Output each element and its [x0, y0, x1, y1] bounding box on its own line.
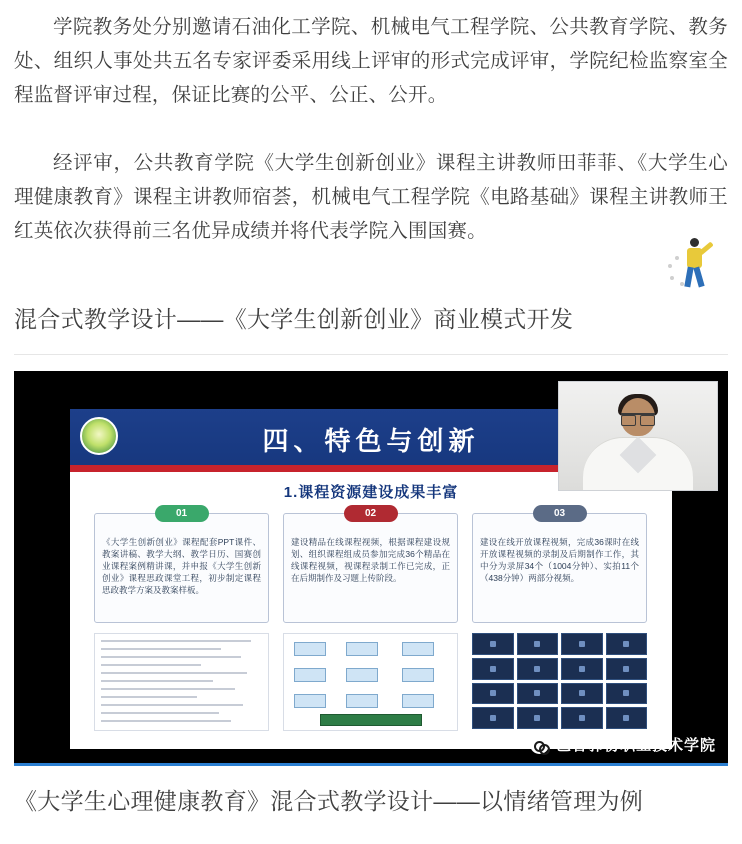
- slide-media-block: [14, 371, 728, 766]
- card-text: 建设在线开放课程视频，完成36课时在线开放课程视频的录制及后期制作工作，其中分为录屏34个（1004分钟）、实拍11个（438分钟）两部分视频。: [480, 537, 639, 583]
- card-text: 建设精品在线课程视频，根据课程建设规划、组织课程组成员参加完成36个精品在线课程视频，视课程录制工作已完成，正在后期制作及习题上传阶段。: [291, 537, 450, 583]
- slide-title: 四、特色与创新: [262, 426, 480, 456]
- slide-card: [94, 508, 269, 623]
- paragraph-2: 经评审，公共教育学院《大学生创新创业》课程主讲教师田菲菲、《大学生心理健康教育》课程主讲教师宿荟，机械电气工程学院《电路基础》课程主讲教师王红英依次获得前三名优异成绩并将代表学院入围国赛。: [14, 152, 728, 242]
- decorative-figure-icon: [668, 236, 724, 294]
- thumbnail-document: [94, 633, 269, 731]
- section-heading: 混合式教学设计——《大学生创新创业》商业模式开发: [14, 306, 574, 332]
- slide-subtitle: 1.课程资源建设成果丰富: [283, 484, 459, 501]
- presenter-webcam: [558, 381, 718, 491]
- image-caption: 《大学生心理健康教育》混合式教学设计——以情绪管理为例: [14, 788, 644, 814]
- card-badge: 03: [533, 505, 587, 522]
- slide-thumbnail-row: [94, 633, 648, 731]
- slide-image: [14, 371, 728, 763]
- thumbnail-flowchart: [283, 633, 458, 731]
- thumbnail-video-grid: [472, 633, 647, 731]
- card-badge: 01: [155, 505, 209, 522]
- slide-card: [283, 508, 458, 623]
- slide-card: [472, 508, 647, 623]
- watermark: [530, 734, 716, 755]
- paragraph-1: 学院教务处分别邀请石油化工学院、机械电气工程学院、公共教育学院、教务处、组织人事处共五名专家评委采用线上评审的形式完成评审，学院纪检监察室全程监督评审过程，保证比赛的公平、公正、公开。: [14, 16, 728, 106]
- image-underline: [14, 763, 728, 766]
- wechat-icon: [530, 735, 549, 754]
- heading-divider: [14, 354, 728, 355]
- card-text: 《大学生创新创业》课程配套PPT课件、教案讲稿、教学大纲、教学日历、国赛创业课程案例精讲课，并申报《大学生创新创业》课程思政课堂工程，初步制定课程思政教学方案及教案样板。: [102, 537, 261, 595]
- watermark-text: 巴音郭楞职业技术学院: [555, 737, 716, 754]
- card-badge: 02: [344, 505, 398, 522]
- slide-card-row: [94, 508, 648, 623]
